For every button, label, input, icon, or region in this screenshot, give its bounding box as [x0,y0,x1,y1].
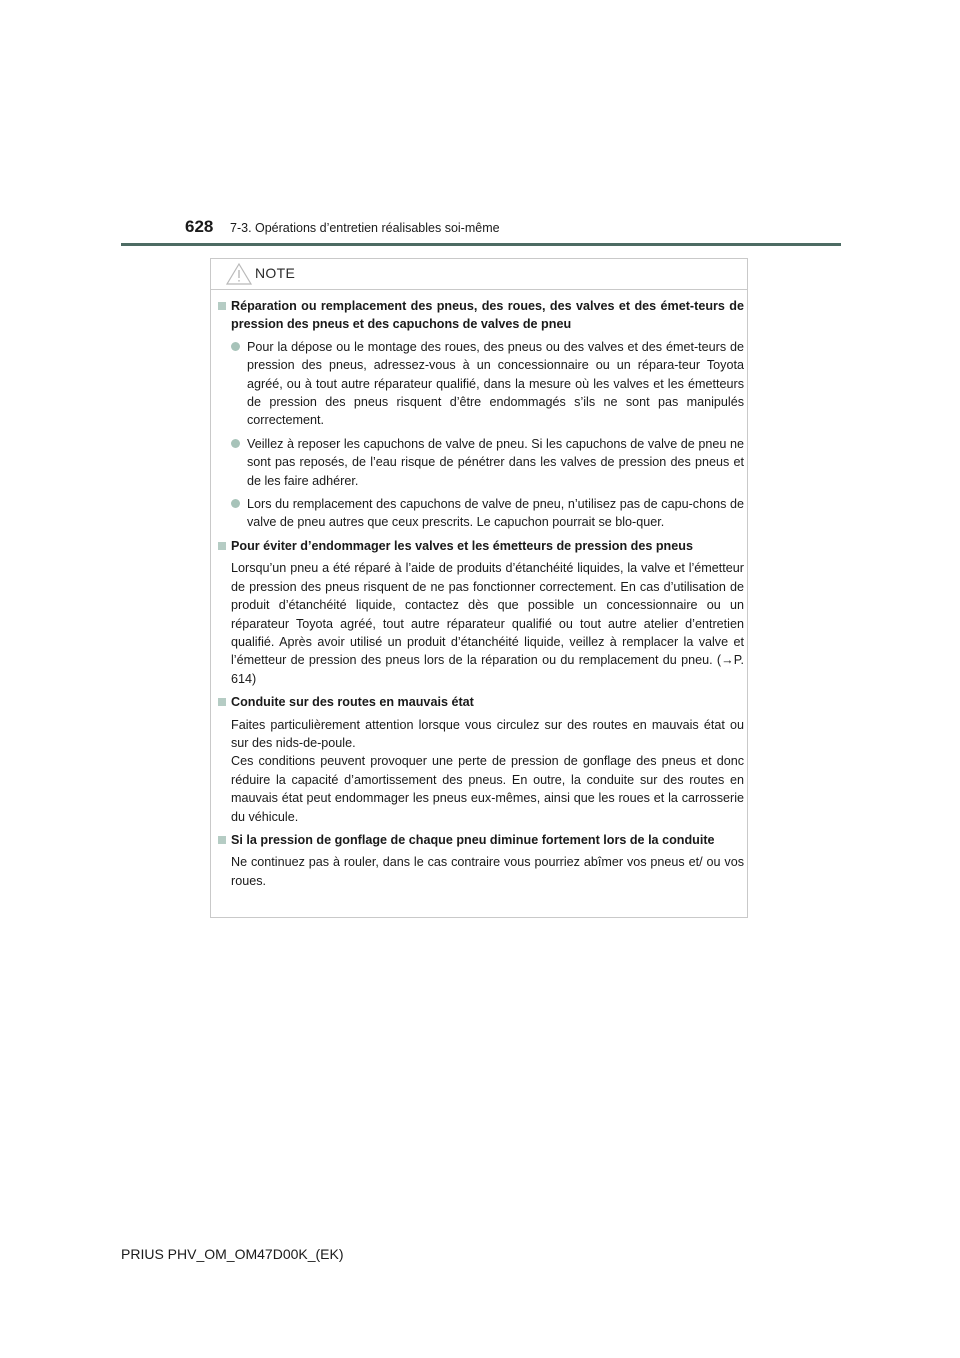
list-item: Pour la dépose ou le montage des roues, des pneus ou des valves et des émet-teurs de pression des pneus, adressez-vous à un concessionnaire ou un répara-teur Toyota agréé, ou à tout autre réparateur qualifié, dans la mesure où les valves et les émetteurs de pression des pneus risquent d’être endommagés s’ils ne sont pas manipulés correctement. [216,338,744,430]
note-content [216,297,744,895]
note-section [216,831,744,890]
header-rule [121,243,841,246]
section-heading: Réparation ou remplacement des pneus, des roues, des valves et des émet-teurs de pression des pneus et des capuchons de valves de pneu [216,297,744,334]
note-section [216,297,744,532]
square-bullet-icon [218,698,226,706]
warning-triangle-icon [225,262,253,286]
body-paragraph: Ne continuez pas à rouler, dans le cas contraire vous pourriez abîmer vos pneus et/ ou vos roues. [231,855,744,888]
body-paragraph: Ces conditions peuvent provoquer une perte de pression de gonflage des pneus et donc réduire la capacité d’amortissement des pneus. En outre, la conduite sur des routes en mauvais état peut endommager les pneus eux-mêmes, ainsi que les roues et la carrosserie du véhicule. [231,754,744,824]
list-item: Lors du remplacement des capuchons de valve de pneu, n’utilisez pas de capu-chons de valve de pneu autres que ceux prescrits. Le capuchon pourrait se blo-quer. [216,495,744,532]
document-code: PRIUS PHV_OM_OM47D00K_(EK) [121,1246,344,1262]
section-heading: Conduite sur des routes en mauvais état [216,693,744,711]
body-paragraph: Faites particulièrement attention lorsque vous circulez sur des routes en mauvais état ou sur des nids-de-poule. [231,717,744,750]
square-bullet-icon [218,302,226,310]
square-bullet-icon [218,836,226,844]
section-heading: Pour éviter d’endommager les valves et les émetteurs de pression des pneus [216,537,744,555]
body-paragraph: Lorsqu’un pneu a été réparé à l’aide de produits d’étanchéité liquides, la valve et l’émetteur de pression des pneus risquent de ne pas fonctionner correctement. En cas d’utilisation de produit d’étanchéité liquide, contactez dès que possible un concessionnaire ou un réparateur Toyota agréé, tout autre réparateur qualifié ou tout autre atelier d’entretien qualifié. Après avoir utilisé un produit d’étanchéité liquide, veillez à remplacer la valve et l’émetteur de pression des pneus lors de la réparation ou du remplacement du pneu. (→P. 614) [231,561,744,686]
dot-bullet-icon [231,499,240,508]
square-bullet-icon [218,542,226,550]
section-title: 7-3. Opérations d’entretien réalisables soi-même [230,221,500,235]
section-heading: Si la pression de gonflage de chaque pneu diminue fortement lors de la conduite [216,831,744,849]
dot-bullet-icon [231,342,240,351]
dot-bullet-icon [231,439,240,448]
note-section [216,537,744,688]
note-box [210,258,748,918]
note-section [216,693,744,826]
note-label: NOTE [255,265,296,281]
note-header [211,259,747,290]
list-item: Veillez à reposer les capuchons de valve de pneu. Si les capuchons de valve de pneu ne sont pas reposés, de l’eau risque de pénétrer dans les valves de pression des pneus et de les faire adhérer. [216,435,744,490]
page-number: 628 [185,217,214,236]
